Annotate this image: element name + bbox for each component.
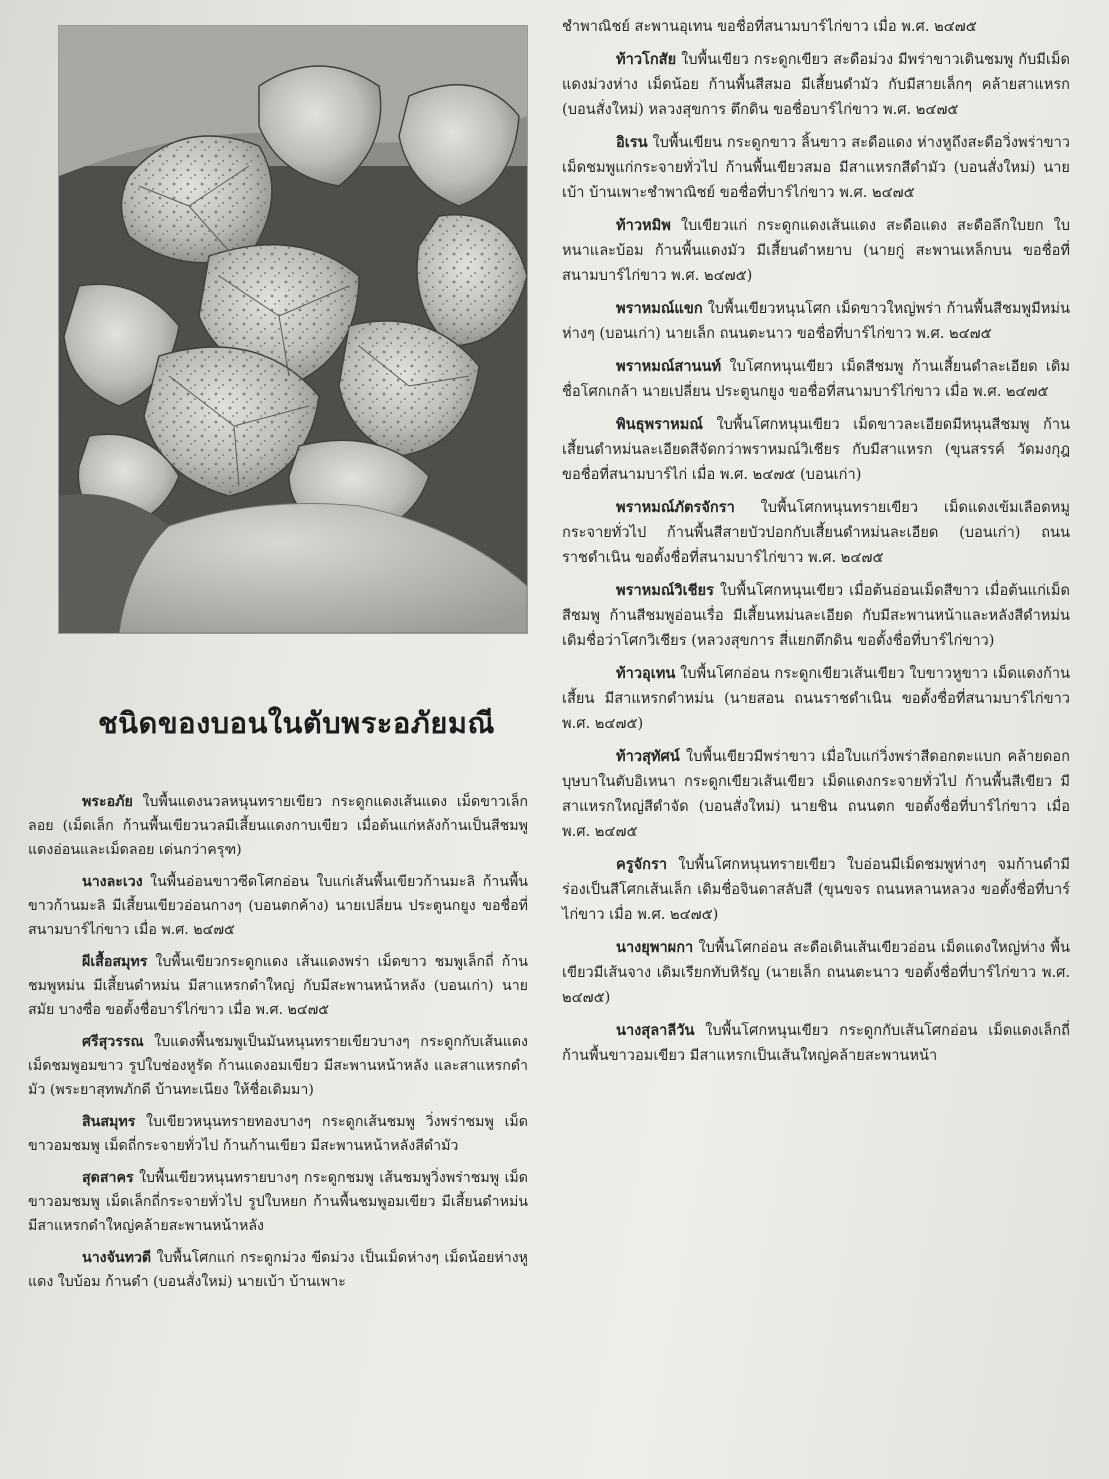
entry-name: พราหมณ์สานนท์ [616,358,722,375]
entry-text: ใบพื้นโศกอ่อน กระดูกเขียวเส้นเขียว ใบขาวหูขาว เม็ดแดงก้านเสี้ยน มีสาแหรกดำหม่น (นายสอน ถนนราชดำเนิน ขอตั้งชื่อที่สนามบาร์ไก่ขาว พ.ศ. ๒๔๗๕) [562,665,1070,732]
entry-phisuea-samut [28,950,528,1022]
entry-sut-sakhon [28,1166,528,1238]
entry-text: ใบพื้นเขียน กระดูกขาว ลิ้นขาว สะดือแดง ห่างหูถึงสะดือวิ่งพร่าขาว เม็ดชมพูแก่กระจายทั่วไป ก้านพื้นเขียวสมอ มีสาแหรกสีดำมัว (บอนสั่งใหม่) นายเบ้า บ้านเพาะชำพาณิชย์ ขอชื่อที่บาร์ไก่ขาว พ.ศ. ๒๔๗๕ [562,134,1070,201]
entry-phra-aphai [28,790,528,862]
continuation-text: ชำพาณิชย์ สะพานอุเทน ขอชื่อที่สนามบาร์ไก่ขาว เมื่อ พ.ศ. ๒๔๗๕ [562,18,977,35]
section-heading: ชนิดของบอนในตับพระอภัยมณี [98,706,495,740]
entry-si-suwan [28,1030,528,1102]
entry-thao-miph [562,213,1070,288]
entry-name: พราหมณ์แขก [616,300,703,317]
entry-text: ใบพื้นโศกหนุนเขียว กระดูกกับเส้นโศกอ่อน เม็ดแดงเล็กถี่ ก้านพื้นขาวอมเขียว มีสาแหรกเป็นเส้นใหญ่คล้ายสะพานหน้า [562,1022,1070,1064]
entry-phram-wichian [562,578,1070,653]
entry-thao-kosai [562,47,1070,122]
entry-text: ใบพื้นโศกอ่อน สะดือเดินเส้นเขียวอ่อน เม็ดแดงใหญ่ห่าง พื้นเขียวมีเส้นจาง เดิมเรียกทับหิรัญ (นายเล็ก ถนนตะนาว ขอตั้งชื่อที่บาร์ไก่ขาว พ.ศ. ๒๔๗๕) [562,939,1070,1006]
entry-text: ใบเขียวแก่ กระดูกแดงเส้นแดง สะดือแดง สะดือลึกใบยก ใบหนาและบ้อม ก้านพื้นแดงมัว มีเสี้ยนดำหยาบ (นายกู่ สะพานเหล็กบน ขอชื่อที่สนามบาร์ไก่ขาว พ.ศ. ๒๔๗๕) [562,217,1070,284]
entry-nang-chanthawadi [28,1246,528,1294]
entry-text: ใบพื้นแดงนวลหนุนทรายเขียว กระดูกแดงเส้นแดง เม็ดขาวเล็กลอย (เม็ดเล็ก ก้านพื้นเขียวนวลมีเสี้ยนแดงกาบเขียว เมื่อต้นแก่หลังก้านเป็นสีชมพูแดงอ่อนและเม็ดลอย เด่นกว่าครุฑ) [28,794,528,858]
entry-text: ใบพื้นโศกหนุนเขียว เม็ดขาวละเอียดมีหนุนสีชมพู ก้านเสี้ยนดำหม่นละเอียดสีจัดกว่าพราหมณ์วิเชียร กับมีสาแหรก (ขุนสรรค์ วัดมงกุฎ ขอชื่อที่สนามบาร์ไก่ เมื่อ พ.ศ. ๒๔๗๕ (บอนเก่า) [562,416,1070,483]
entry-khru-chakra [562,852,1070,927]
entry-name: พราหมณ์วิเชียร [616,582,714,599]
entry-iren [562,130,1070,205]
entry-text: ใบพื้นเขียวกระดูกแดง เส้นแดงพร่า เม็ดขาว ชมพูเล็กถี่ ก้านชมพูหม่น มีเสี้ยนดำหม่น มีสาแหรกดำใหญ่ กับมีสะพานหน้าหลัง (บอนเก่า) นายสมัย บางซื่อ ขอตั้งชื่อบาร์ไก่ขาว เมื่อ พ.ศ. ๒๔๗๕ [28,954,528,1018]
entry-text: ใบพื้นโศกหนุนเขียว เมื่อต้นอ่อนเม็ดสีขาว เมื่อต้นแก่เม็ดสีชมพู ก้านสีชมพูอ่อนเรื่อ มีเสี้ยนหม่นละเอียด กับมีสะพานหน้าและหลังสีดำหม่น เดิมชื่อว่าโศกวิเชียร (หลวงสุขการ สี่แยกตึกดิน ขอตั้งชื่อที่บาร์ไก่ขาว) [562,582,1070,649]
entry-name: นางสุลาลีวัน [616,1022,695,1039]
entry-text: ใบพื้นโศกแก่ กระดูกม่วง ขีดม่วง เป็นเม็ดห่างๆ เม็ดน้อยห่างหูแดง ใบบ้อม ก้านดำ (บอนสั่งใหม่) นายเบ้า บ้านเพาะ [28,1250,528,1290]
entry-name: ท้าวหมิพ [616,217,671,234]
entry-text: ใบพื้นโศกหนุนทรายเขียว ใบอ่อนมีเม็ดชมพูห่างๆ จมก้านดำมีร่องเป็นสีโศกเส้นเล็ก เดิมชื่อจินดาสลับสี (ขุนขจร ถนนหลานหลวง ขอตั้งชื่อที่บาร์ไก่ขาว เมื่อ พ.ศ. ๒๔๗๕) [562,856,1070,923]
entry-name: นางยุพาผกา [616,939,694,956]
entry-name: พระอภัย [82,794,133,810]
right-text-column [562,14,1070,1076]
entry-name: สินสมุทร [82,1114,136,1130]
entry-name: ท้าวโกสัย [616,51,677,68]
entry-name: นางจันทวดี [82,1250,152,1266]
caladium-plant-photo [58,25,528,634]
entry-phram-phattrachakra [562,495,1070,570]
entry-nang-yuphaphaka [562,935,1070,1010]
entry-name: พราหมณ์ภัตรจักรา [616,499,735,516]
entry-sin-samut [28,1110,528,1158]
entry-text: ใบพื้นเขียว กระดูกเขียว สะดือม่วง มีพร่าขาวเดินชมพู กับมีเม็ดแดงม่วงห่าง เม็ดน้อย ก้านพื้นสีสมอ มีเสี้ยนดำมัว กับมีสายเล็กๆ คล้ายสาแหรก (บอนสั่งใหม่) หลวงสุขการ ตึกดิน ขอชื่อบาร์ไก่ขาว พ.ศ. ๒๔๗๕ [562,51,1070,118]
entry-phram-khaek [562,296,1070,346]
entry-text: ใบพื้นเขียวมีพร่าขาว เมื่อใบแก่วิ่งพร่าสีดอกตะแบก คล้ายดอกบุษบาในตับอิเหนา กระดูกเขียวเส้นเขียว เม็ดแดงกระจายทั่วไป ก้านพื้นสีเขียว มีสาแหรกใหญ่สีดำจัด (บอนสั่งใหม่) นายชิน ถนนตก ขอตั้งชื่อที่บาร์ไก่ขาว เมื่อ พ.ศ. ๒๔๗๕ [562,748,1070,840]
entry-name: อิเรน [616,134,648,151]
entry-name: ท้าวอุเทน [616,665,676,682]
entry-thao-suthat [562,744,1070,844]
entry-text: ใบเขียวหนุนทรายทองบางๆ กระดูกเส้นชมพู วิ่งพร่าชมพู เม็ดขาวอมชมพู เม็ดถี่กระจายทั่วไป ก้านก้านเขียว มีสะพานหน้าหลังสีดำมัว [28,1114,528,1154]
entry-name: นางละเวง [82,874,143,890]
entry-thao-uthen [562,661,1070,736]
entry-nang-lawaeng [28,870,528,942]
entry-name: ผีเสื้อสมุทร [82,954,148,970]
entry-text: ใบพื้นโศกหนุนทรายเขียว เม็ดแดงเข้มเลือดหมูกระจายทั่วไป ก้านพื้นสีสายบัวปอกกับเสี้ยนดำหม่นละเอียด (บอนเก่า) ถนนราชดำเนิน ขอตั้งชื่อที่สนามบาร์ไก่ขาว พ.ศ. ๒๔๗๕ [562,499,1070,566]
entry-text: ใบพื้นเขียวหนุนโศก เม็ดขาวใหญ่พร่า ก้านพื้นสีชมพูมีหม่นห่างๆ (บอนเก่า) นายเล็ก ถนนตะนาว ขอชื่อที่บาร์ไก่ขาว พ.ศ. ๒๔๗๕ [562,300,1070,342]
entry-nang-sulaliwan [562,1018,1070,1068]
entry-phinthu-phram [562,412,1070,487]
entry-text: ใบแดงพื้นชมพูเป็นมันหนุนทรายเขียวบางๆ กระดูกกับเส้นแดง เม็ดชมพูอมขาว รูปใบช่องหูรัด ก้านแดงอมเขียว มีสะพานหน้าหลัง และสาแหรกดำมัว (พระยาสุทพภักดี บ้านทะเนียง ให้ชื่อเดิมมา) [28,1034,528,1098]
entry-name: ศรีสุวรรณ [82,1034,144,1050]
entry-name: สุดสาคร [82,1170,134,1186]
entry-phram-sanon [562,354,1070,404]
entry-text: ในพื้นอ่อนขาวซีดโศกอ่อน ใบแก่เส้นพื้นเขียวก้านมะลิ ก้านพื้นขาวก้านมะลิ มีเสี้ยนเขียวอ่อนกางๆ (บอนตกค้าง) นายเปลี่ยน ประตูนกยูง ขอชื่อที่สนามบาร์ไก่ขาว เมื่อ พ.ศ. ๒๔๗๕ [28,874,528,938]
left-text-column [28,790,528,1302]
entry-text: ใบโศกหนุนเขียว เม็ดสีชมพู ก้านเสี้ยนดำละเอียด เดิมชื่อโศกเกล้า นายเปลี่ยน ประตูนกยูง ขอชื่อที่สนามบาร์ไก่ขาว เมื่อ พ.ศ. ๒๔๗๕ [562,358,1070,400]
entry-name: ท้าวสุทัศน์ [616,748,680,765]
entry-name: พินธุพราหมณ์ [616,416,703,433]
entry-name: ครูจักรา [616,856,668,873]
entry-text: ใบพื้นเขียวหนุนทรายบางๆ กระดูกชมพู เส้นชมพูวิ่งพร่าชมพู เม็ดขาวอมชมพู เม็ดเล็กถี่กระจายทั่วไป รูปใบหยก ก้านพื้นชมพูอมเขียว มีเสี้ยนดำหม่น มีสาแหรกดำใหญ่คล้ายสะพานหน้าหลัง [28,1170,528,1234]
